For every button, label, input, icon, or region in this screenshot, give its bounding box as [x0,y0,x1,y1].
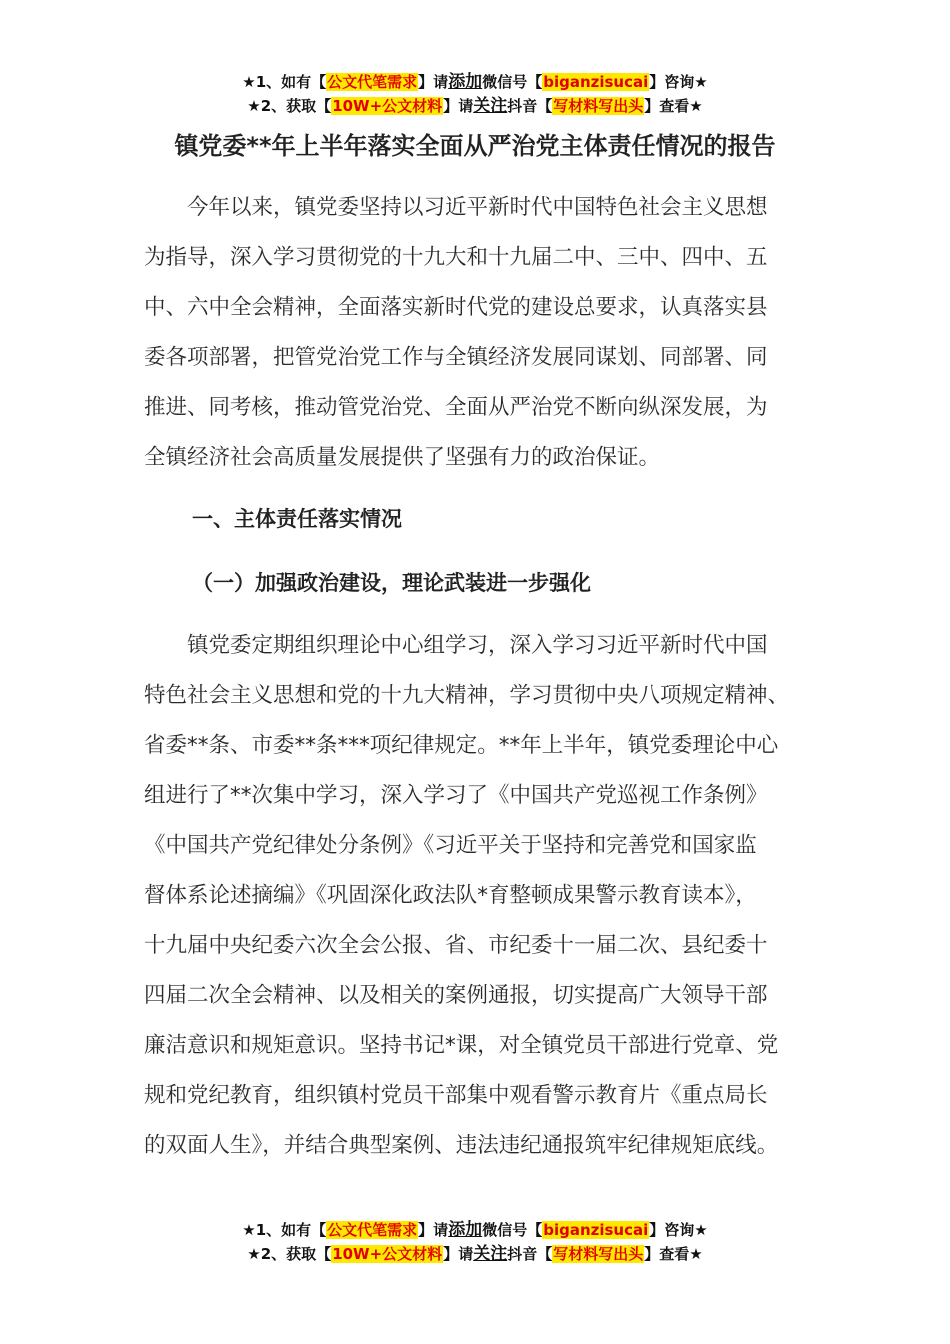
banner-highlight: 公文代笔需求 [327,1221,418,1239]
paragraph-line: 省委**条、市委**条***项纪律规定。**年上半年，镇党委理论中心 [144,733,779,758]
banner-text: 】查看★ [644,97,703,115]
banner-highlight: 10W+公文材料 [332,1245,443,1263]
banner-underline: 关注 [473,96,508,116]
paragraph-line: 规和党纪教育，组织镇村党员干部集中观看警示教育片《重点局长 [144,1083,768,1108]
paragraph-line: 组进行了**次集中学习，深入学习了《中国共产党巡视工作条例》 [144,783,768,808]
banner-text: ★1、如有【 [242,1221,327,1239]
paragraph-line: 今年以来，镇党委坚持以习近平新时代中国特色社会主义思想 [144,195,768,220]
banner-highlight: 10W+公文材料 [332,97,443,115]
banner-text: 】咨询★ [649,1221,708,1239]
banner-text: ★2、获取【 [247,1245,332,1263]
banner-highlight: biganzisucai [543,1221,649,1239]
banner-text: 】查看★ [644,1245,703,1263]
banner-text: 】请 [443,1245,474,1263]
paragraph-line: 特色社会主义思想和党的十九大精神，学习贯彻中央八项规定精神、 [144,683,790,708]
banner-underline: 关注 [473,1244,508,1264]
banner-text: ★1、如有【 [242,73,327,91]
banner-text: 】请 [418,73,449,91]
paragraph-line: 的双面人生》，并结合典型案例、违法违纪通报筑牢纪律规矩底线。 [144,1133,779,1158]
paragraph-line: 推进、同考核，推动管党治党、全面从严治党不断向纵深发展，为 [144,395,768,420]
subsection-heading: （一）加强政治建设，理论武装进一步强化 [192,571,591,595]
section-heading: 一、主体责任落实情况 [192,507,402,531]
banner-highlight: 写材料写出头 [553,1245,644,1263]
banner-text: 】咨询★ [649,73,708,91]
intro-paragraph [144,183,808,483]
banner-text: 微信号【 [482,73,543,91]
paragraph-line: 四届二次全会精神、以及相关的案例通报，切实提高广大领导干部 [144,983,768,1008]
banner-highlight: biganzisucai [543,73,649,91]
banner-line-1 [0,1218,950,1242]
banner-text: 】请 [443,97,474,115]
paragraph-line: 十九届中央纪委六次全会公报、省、市纪委十一届二次、县纪委十 [144,933,768,958]
top-banner [0,70,950,118]
banner-text: 抖音【 [507,97,553,115]
banner-text: 】请 [418,1221,449,1239]
subsection-paragraph [144,621,808,1171]
banner-line-1 [0,70,950,94]
paragraph-line: 全镇经济社会高质量发展提供了坚强有力的政治保证。 [144,445,661,470]
banner-underline: 添加 [448,72,483,92]
banner-underline: 添加 [448,1220,483,1240]
document-title: 镇党委**年上半年落实全面从严治党主体责任情况的报告 [174,132,776,160]
banner-line-2 [0,94,950,118]
banner-line-2 [0,1242,950,1266]
banner-text: 微信号【 [482,1221,543,1239]
banner-text: ★2、获取【 [247,97,332,115]
paragraph-line: 镇党委定期组织理论中心组学习，深入学习习近平新时代中国 [144,633,768,658]
paragraph-line: 为指导，深入学习贯彻党的十九大和十九届二中、三中、四中、五 [144,245,768,270]
paragraph-line: 《中国共产党纪律处分条例》《习近平关于坚持和完善党和国家监 [144,833,757,858]
paragraph-line: 中、六中全会精神，全面落实新时代党的建设总要求，认真落实县 [144,295,768,320]
paragraph-line: 廉洁意识和规矩意识。坚持书记*课，对全镇党员干部进行党章、党 [144,1033,779,1058]
banner-text: 抖音【 [507,1245,553,1263]
paragraph-line: 委各项部署，把管党治党工作与全镇经济发展同谋划、同部署、同 [144,345,768,370]
paragraph-line: 督体系论述摘编》《巩固深化政法队*育整顿成果警示教育读本》， [144,883,757,908]
banner-highlight: 写材料写出头 [553,97,644,115]
banner-highlight: 公文代笔需求 [327,73,418,91]
bottom-banner [0,1218,950,1266]
